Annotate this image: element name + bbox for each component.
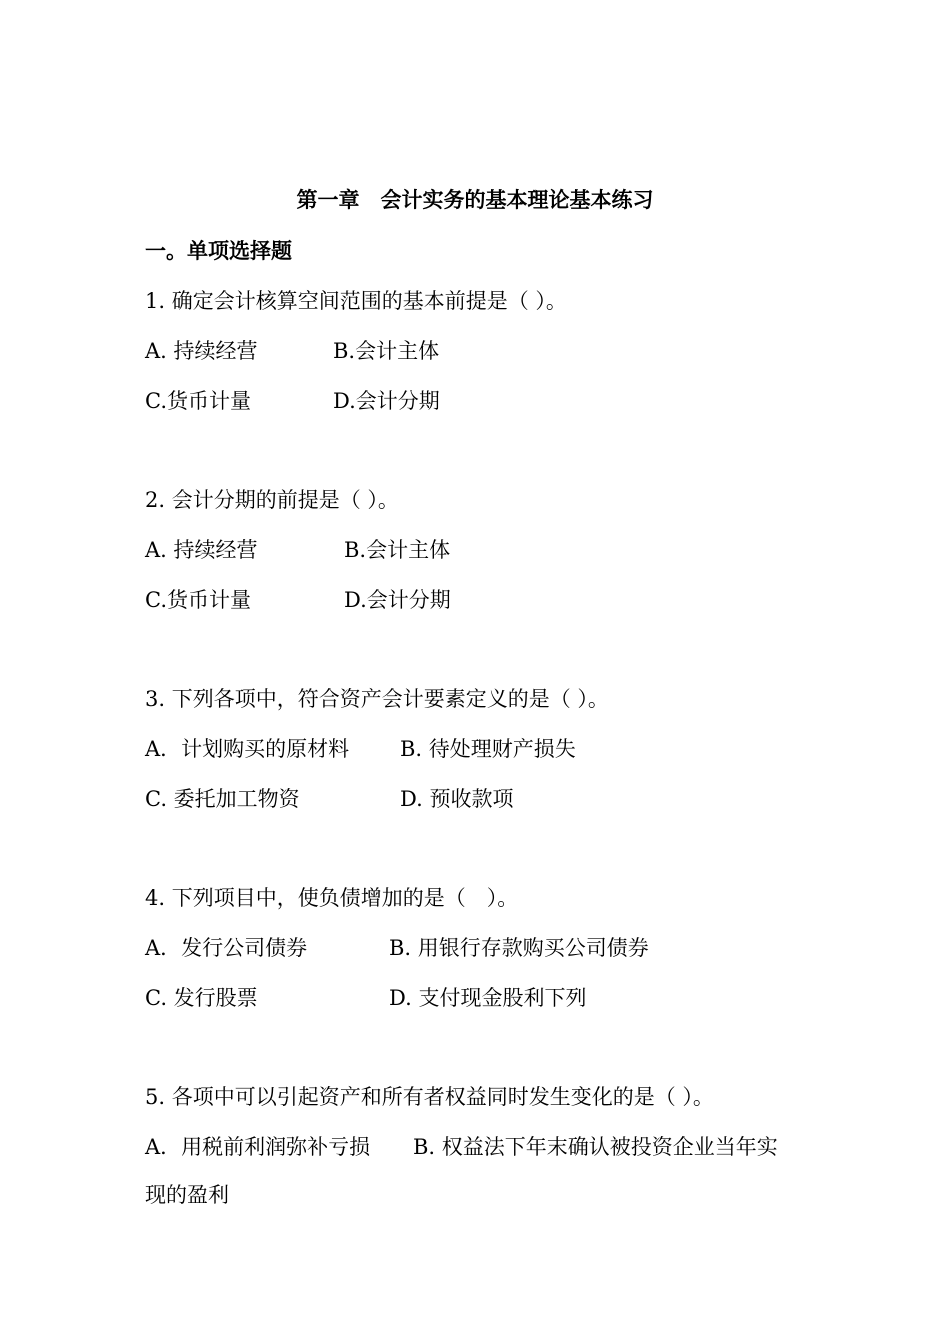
- question-5-option-b: B. 权益法下年末确认被投资企业当年实: [413, 1135, 778, 1159]
- question-2-option-d: D.会计分期: [344, 588, 451, 612]
- question-1-stem: 1. 确定会计核算空间范围的基本前提是（ ）。: [145, 289, 567, 313]
- question-2-option-c: C.货币计量: [145, 588, 251, 612]
- question-4-option-a: A．发行公司债券: [145, 936, 308, 960]
- question-5-stem: 5. 各项中可以引起资产和所有者权益同时发生变化的是（ ）。: [145, 1085, 714, 1109]
- question-1-option-a: A. 持续经营: [145, 339, 258, 363]
- question-2-option-b: B.会计主体: [344, 538, 451, 562]
- question-4-option-b: B. 用银行存款购买公司债券: [389, 936, 649, 960]
- chapter-title: 第一章 会计实务的基本理论基本练习: [296, 187, 654, 212]
- question-2-option-a: A. 持续经营: [145, 538, 258, 562]
- question-3-option-a: A．计划购买的原材料: [145, 737, 350, 761]
- question-4-option-c: C. 发行股票: [145, 986, 258, 1010]
- section-heading: 一。单项选择题: [145, 238, 292, 263]
- question-4-stem: 4. 下列项目中，使负债增加的是（ ）。: [145, 886, 519, 910]
- question-2-stem: 2. 会计分期的前提是（ ）。: [145, 488, 399, 512]
- question-1-option-b: B.会计主体: [333, 339, 440, 363]
- question-5-option-a: A．用税前利润弥补亏损: [145, 1135, 371, 1159]
- question-4-option-d: D. 支付现金股利下列: [389, 986, 587, 1010]
- question-1-option-c: C.货币计量: [145, 389, 251, 413]
- question-3-option-d: D. 预收款项: [400, 787, 514, 811]
- question-1-option-d: D.会计分期: [333, 389, 440, 413]
- question-3-option-b: B. 待处理财产损失: [400, 737, 576, 761]
- question-3-stem: 3. 下列各项中，符合资产会计要素定义的是（ ）。: [145, 687, 609, 711]
- question-5-option-b-continued: 现的盈利: [145, 1183, 229, 1207]
- question-3-option-c: C. 委托加工物资: [145, 787, 300, 811]
